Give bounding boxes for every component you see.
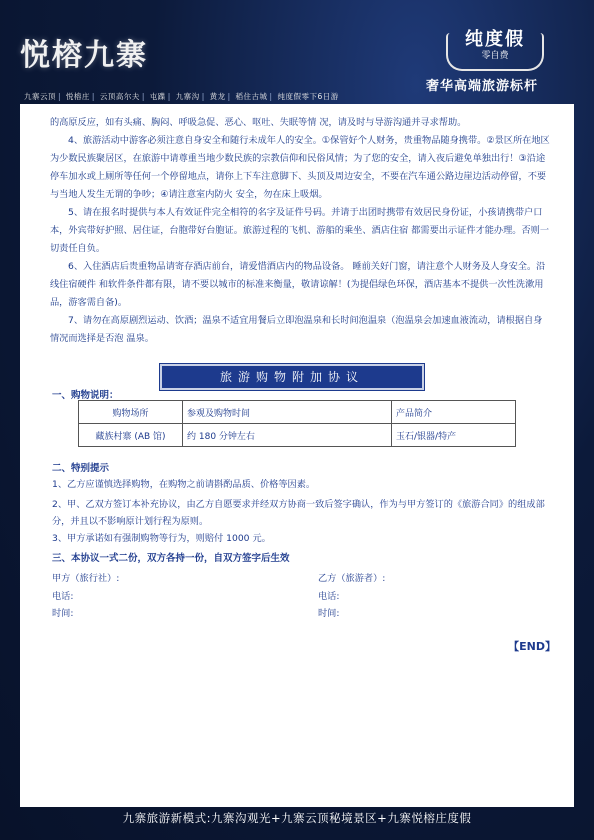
paragraph: 6、入住酒店后贵重物品请寄存酒店前台，请爱惜酒店内的物品设备。 睡前关好门窗，请注意个人财务及人身安全。沿线住宿硬件 和软件条件都有限，请不要以城市的标准来衡量，敬请谅解！(为提倡绿色环保，酒店基本不提供一次性洗漱用品，游客需自备)。 — [50, 261, 546, 308]
shopping-table — [78, 400, 516, 447]
party-a-time: 时间: — [52, 608, 74, 619]
content-card — [20, 104, 574, 807]
paragraph: 5、请在报名时提供与本人有效证件完全相符的名字及证件号码。并请于出团时携带有效居民身份证，小孩请携带户口本，外宾带好护照、居住证，台胞带好台胞证。旅游过程的飞机、游船的乘坐、酒店住宿 都需要出示证件才能办理。否则一切责任自负。 — [50, 207, 550, 254]
table-row — [79, 424, 516, 447]
footer-text: 九寨旅游新模式:九寨沟观光+九寨云顶秘境景区+九寨悦榕庄度假 — [122, 811, 472, 825]
section-heading: 一、购物说明： — [52, 390, 119, 401]
paragraph: 的高原反应，如有头痛、胸闷、呼吸急促、恶心、呕吐、失眠等情 况，请及时与导游沟通并寻求帮助。 — [50, 117, 467, 128]
tip-line: 2、甲、乙双方签订本补充协议，由乙方自愿要求并经双方协商一致后签字确认，作为与甲方签订的《旅游合同》的组成部分，并且以不影响原计划行程为原则。 — [52, 499, 545, 527]
party-b-phone: 电话: — [318, 591, 340, 602]
tip-line: 1、乙方应谨慎选择购物，在购物之前请斟酌品质、价格等因素。 — [52, 479, 316, 490]
agreement-title: 旅游购物附加协议 — [160, 364, 424, 390]
party-a-name: 甲方（旅行社）: — [52, 573, 120, 584]
brand-logo: 悦榕九寨 — [20, 38, 148, 73]
party-b-time: 时间: — [318, 608, 340, 619]
paragraph: 7、请勿在高原剧烈运动、饮酒；温泉不适宜用餐后立即泡温泉和长时间泡温泉（泡温泉会加速血液流动，请根据自身情况而选择是否泡 温泉。 — [50, 315, 543, 344]
slogan: 奢华高端旅游标杆 — [426, 79, 539, 94]
table-header: 产品简介 — [392, 401, 516, 424]
nav-line: 九寨云顶 | 悦榕庄 | 云顶高尔夫 | 屯蹀 | 九寨沟 | 黄龙 | 稻住古城 | 纯度假零下6日游 — [24, 92, 339, 101]
section-heading: 二、特别提示 — [52, 463, 110, 474]
nav-item: 九寨沟 — [175, 92, 200, 101]
nav-item: 屯蹀 — [149, 92, 166, 101]
party-b-name: 乙方（旅游者）: — [318, 573, 386, 584]
table-cell: 玉石/银器/特产 — [392, 424, 516, 447]
nav-item: 稻住古城 — [235, 92, 268, 101]
end-marker: 【END】 — [508, 640, 556, 653]
badge — [446, 29, 544, 71]
table-cell: 约 180 分钟左右 — [183, 424, 392, 447]
nav-item: 悦榕庄 — [65, 92, 90, 101]
table-header: 购物场所 — [79, 401, 183, 424]
badge-title: 纯度假 — [465, 29, 525, 50]
badge-subtitle: 零自费 — [481, 51, 509, 61]
nav-item: 纯度假零下6日游 — [277, 92, 339, 101]
nav-item: 云顶高尔夫 — [99, 92, 140, 101]
party-a-phone: 电话: — [52, 591, 74, 602]
section-heading: 三、本协议一式二份，双方各持一份，自双方签字后生效 — [52, 553, 290, 564]
tip-line: 3、甲方承诺如有强制购物等行为，则赔付 1000 元。 — [52, 533, 271, 544]
nav-item: 九寨云顶 — [24, 92, 56, 101]
table-cell: 藏族村寨 (AB 馆) — [79, 424, 183, 447]
paragraph: 4、旅游活动中游客必须注意自身安全和随行未成年人的安全。①保管好个人财务，贵重物品随身携带。②景区所在地区为少数民族聚居区，在旅游中请尊重当地少数民族的宗教信仰和民俗风情；为了您的安全，请入夜后避免单独出行！③沿途停车加水或上厕所等任何一个停留地点，请你上下车注意脚下、头顶及周边安全，不要在汽车通公路边崖边活动停留，不要与当地人发生无谓的争吵；④请注意室内防火 安全，勿在床上吸烟。 — [50, 135, 550, 200]
table-header-row — [79, 401, 516, 424]
table-header: 参观及购物时间 — [183, 401, 392, 424]
nav-item: 黄龙 — [209, 92, 226, 101]
notice-paragraphs — [50, 114, 550, 348]
